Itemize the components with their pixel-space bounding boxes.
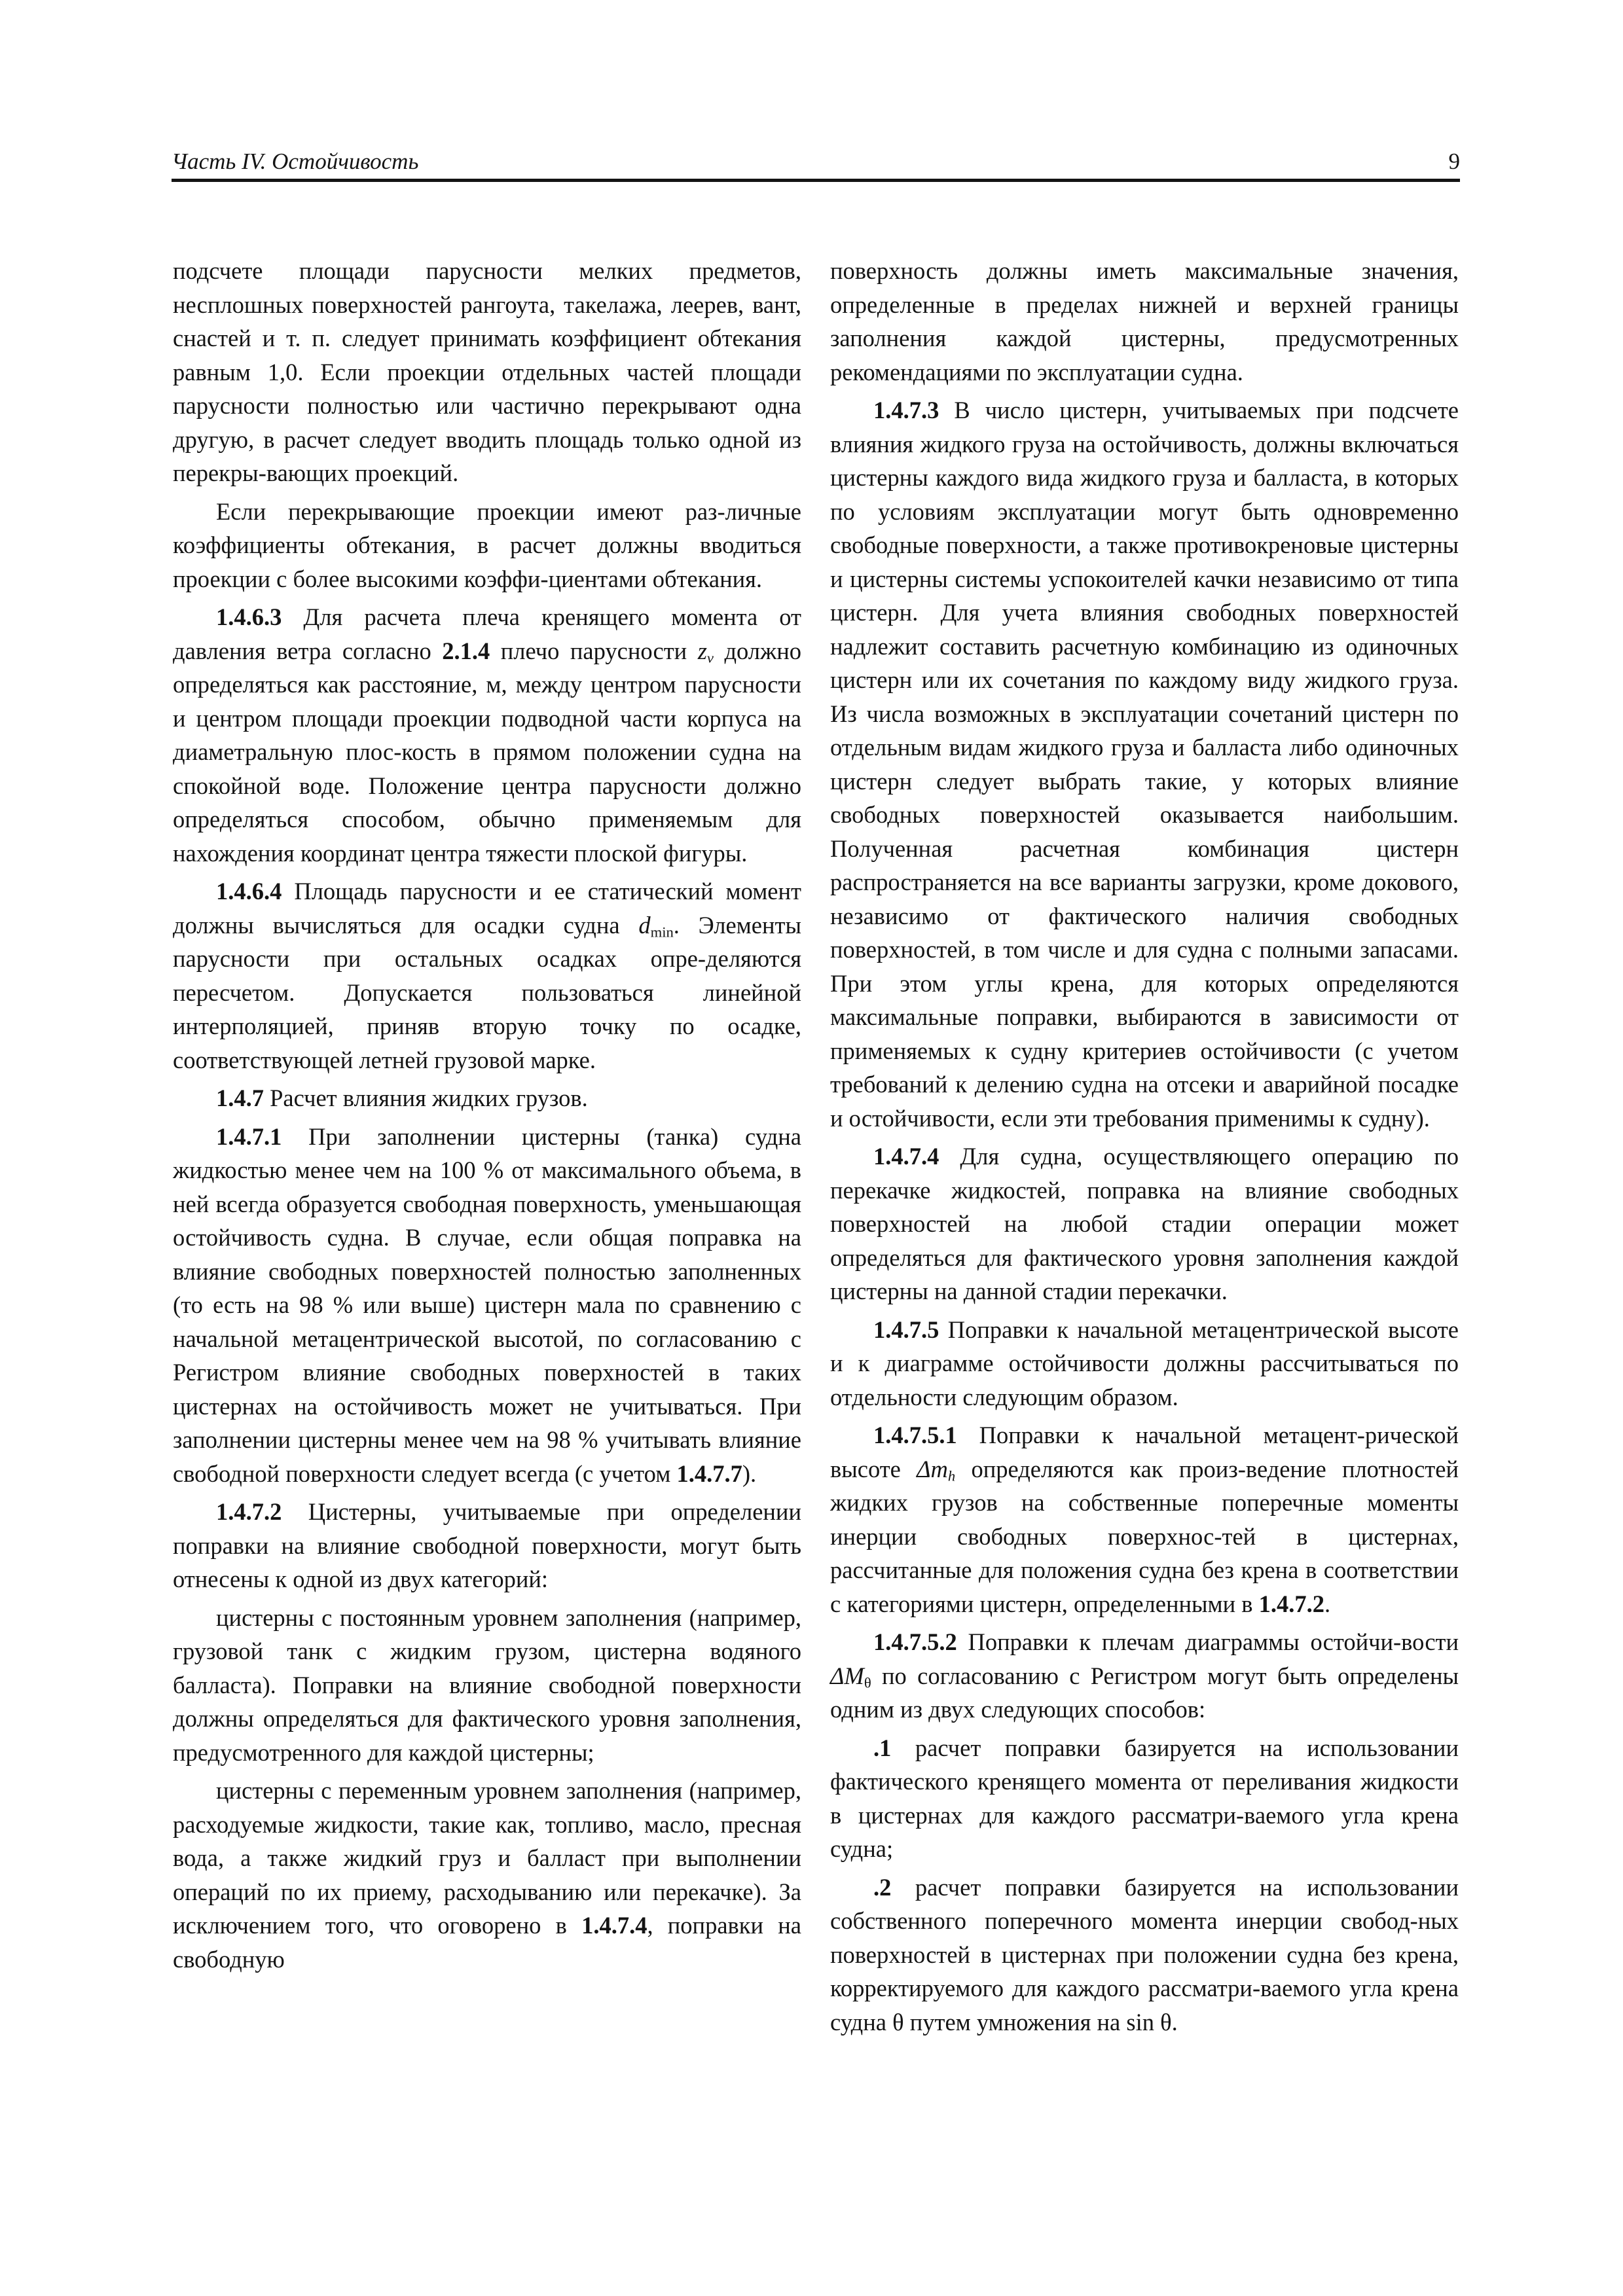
running-title: Часть IV. Остойчивость bbox=[172, 149, 419, 174]
cross-reference: 1.4.7.4 bbox=[581, 1912, 647, 1939]
list-item-2: .2 расчет поправки базируется на использовании собственного поперечного момента инерции свобод-ных поверхностей в цистернах при положении судна без крена, корректируемого для каждого рассматри-ваемого угла крена судна θ путем умножения на sin θ. bbox=[830, 1873, 1459, 2036]
section-number: 1.4.7.5.1 bbox=[873, 1422, 957, 1448]
paragraph-1-4-7-5: 1.4.7.5 Поправки к начальной метацентрической высоте и к диаграмме остойчивости должны рассчитываться по отдельности следующим образом. bbox=[830, 1316, 1459, 1410]
cross-reference: 1.4.7.7 bbox=[676, 1460, 742, 1487]
symbol: z bbox=[697, 637, 707, 664]
paragraph-1-4-7-4: 1.4.7.4 Для судна, осуществляющего операцию по перекачке жидкостей, поправка на влияние свободных поверхностей на любой стадии операции может определяться для фактического уровня заполнения каждой цистерны на данной стадии перекачки. bbox=[830, 1143, 1459, 1304]
page-header bbox=[172, 145, 1460, 178]
paragraph-1-4-6-3: 1.4.6.3 Для расчета плеча кренящего момента от давления ветра согласно 2.1.4 плечо парусности $z_v$ должно определяться как расстояние, м, между центром парусности и центром площади проекции подводной части корпуса на диаметральную плос-кость в прямом положении судна на спокойной воде. Положение центра парусности должно определяться способом, обычно применяемым для нахождения координат центра тяжести плоской фигуры. bbox=[173, 603, 802, 867]
section-number: 1.4.7.4 bbox=[873, 1143, 939, 1170]
section-number: 1.4.7.5 bbox=[873, 1316, 939, 1343]
paragraph: Если перекрывающие проекции имеют раз-личные коэффициенты обтекания, в расчет должны вводиться проекции с более высокими коэффи-циентами обтекания. bbox=[173, 497, 801, 592]
section-number: 1.4.7 bbox=[216, 1085, 264, 1111]
paragraph: цистерны с постоянным уровнем заполнения (например, грузовой танк с жидким грузом, цистерна водяного балласта). Поправки на влияние свободной поверхности должны определяться для фактического уровня заполнения, предусмотренного для каждой цистерны; bbox=[173, 1604, 801, 1766]
paragraph-1-4-7-5-1: 1.4.7.5.1 Поправки к начальной метацент-рической высоте $\Delta m_h$ определяются как произ-ведение плотностей жидких грузов на собственные поперечные моменты инерции свободных поверхнос-тей в цистернах, рассчитанные для положения судна без крена в соответствии с категориями цистерн, определенными в 1.4.7.2. bbox=[830, 1422, 1459, 1617]
paragraph-1-4-7-2: 1.4.7.2 Цистерны, учитываемые при определении поправки на влияние свободной поверхности, могут быть отнесены к одной из двух категорий: bbox=[173, 1498, 801, 1592]
symbol: Δm bbox=[917, 1455, 948, 1482]
header-rule bbox=[172, 179, 1460, 182]
paragraph: поверхность должны иметь максимальные значения, определенные в пределах нижней и верхней границы заполнения каждой цистерны, предусмотренных рекомендациями по эксплуатации судна. bbox=[830, 257, 1459, 386]
section-number: 1.4.6.4 bbox=[216, 878, 282, 905]
page-number: 9 bbox=[1448, 149, 1460, 174]
cross-reference: 1.4.7.2 bbox=[1258, 1590, 1325, 1617]
left-column bbox=[173, 254, 801, 2152]
symbol: ΔM bbox=[830, 1662, 864, 1689]
section-number: 1.4.7.2 bbox=[216, 1498, 282, 1525]
paragraph: цистерны с переменным уровнем заполнения (например, расходуемые жидкости, такие как, топливо, масло, пресная вода, а также жидкий груз и балласт при выполнении операций по их приему, расходыванию или перекачке). За исключением того, что оговорено в 1.4.7.4, поправки на свободную bbox=[173, 1777, 801, 1973]
section-number: 1.4.7.3 bbox=[873, 397, 939, 423]
section-number: 1.4.7.1 bbox=[216, 1122, 282, 1150]
paragraph-1-4-7-3: 1.4.7.3 В число цистерн, учитываемых при подсчете влияния жидкого груза на остойчивость, должны включаться цистерны каждого вида жидкого груза и балласта, в которых по условиям эксплуатации могут быть одновременно свободные поверхности, а также противокреновые цистерны и цистерны системы успокоителей качки независимо от типа цистерн. Для учета влияния свободных поверхностей надлежит составить расчетную комбинацию из одиночных цистерн или их сочетания по каждому виду жидкого груза. Из числа возможных в эксплуатации сочетаний цистерн по отдельным видам жидкого груза и балласта либо одиночных цистерн следует выбрать такие, у которых влияние свободных поверхностей оказывается наибольшим. Полученная расчетная комбинация цистерн распространяется на все варианты загрузки, кроме докового, независимо от фактического наличия свободных поверхностей, в том числе и для судна с полными запасами. При этом углы крена, для которых определяются максимальные поправки, выбираются в зависимости от применяемых к судну критериев остойчивости (с учетом требований к делению судна на отсеки и аварийной посадке и остойчивости, если эти требования применимы к судну). bbox=[830, 397, 1459, 1132]
symbol: d bbox=[638, 911, 651, 939]
right-column bbox=[830, 254, 1459, 2152]
paragraph: подсчете площади парусности мелких предметов, несплошных поверхностей рангоута, такелажа, леерев, вант, снастей и т. п. следует принимать коэффициент обтекания равным 1,0. Если проекции отдельных частей площади парусности полностью или частично перекрывают одна другую, в расчет следует вводить площадь только одной из перекры-вающих проекций. bbox=[173, 257, 801, 486]
item-number: .1 bbox=[873, 1734, 892, 1761]
cross-reference: 2.1.4 bbox=[442, 637, 490, 664]
section-number: 1.4.6.3 bbox=[216, 603, 282, 630]
section-number: 1.4.7.5.2 bbox=[873, 1628, 957, 1655]
section-heading-1-4-7: 1.4.7 Расчет влияния жидких грузов. bbox=[216, 1085, 588, 1111]
paragraph-1-4-6-4: 1.4.6.4 Площадь парусности и ее статический момент должны вычисляться для осадки судна $d_{min}$. Элементы парусности при остальных осадках опре-деляются пересчетом. Допускается пользоваться линейной интерполяцией, приняв вторую точку по осадке, соответствующей летней грузовой марке. bbox=[173, 878, 801, 1073]
paragraph-1-4-7-5-2: 1.4.7.5.2 Поправки к плечам диаграммы остойчи-вости $\Delta M_\theta$ по согласованию с Регистром могут быть определены одним из двух следующих способов: bbox=[830, 1628, 1459, 1723]
item-number: .2 bbox=[873, 1873, 892, 1901]
list-item-1: .1 расчет поправки базируется на использовании фактического кренящего момента от переливания жидкости в цистернах для каждого рассматри-ваемого угла крена судна; bbox=[830, 1734, 1459, 1862]
paragraph-1-4-7-1: 1.4.7.1 При заполнении цистерны (танка) судна жидкостью менее чем на 100 % от максимального объема, в ней всегда образуется свободная поверхность, уменьшающая остойчивость судна. В случае, если общая поправка на влияние свободных поверхностей полностью заполненных (то есть на 98 % или выше) цистерн мала по сравнению с начальной метацентрической высотой, по согласованию с Регистром влияние свободных поверхностей в таких цистернах на остойчивость может не учитываться. При заполнении цистерны менее чем на 98 % учитывать влияние свободной поверхности следует всегда (с учетом 1.4.7.7). bbox=[173, 1122, 801, 1487]
